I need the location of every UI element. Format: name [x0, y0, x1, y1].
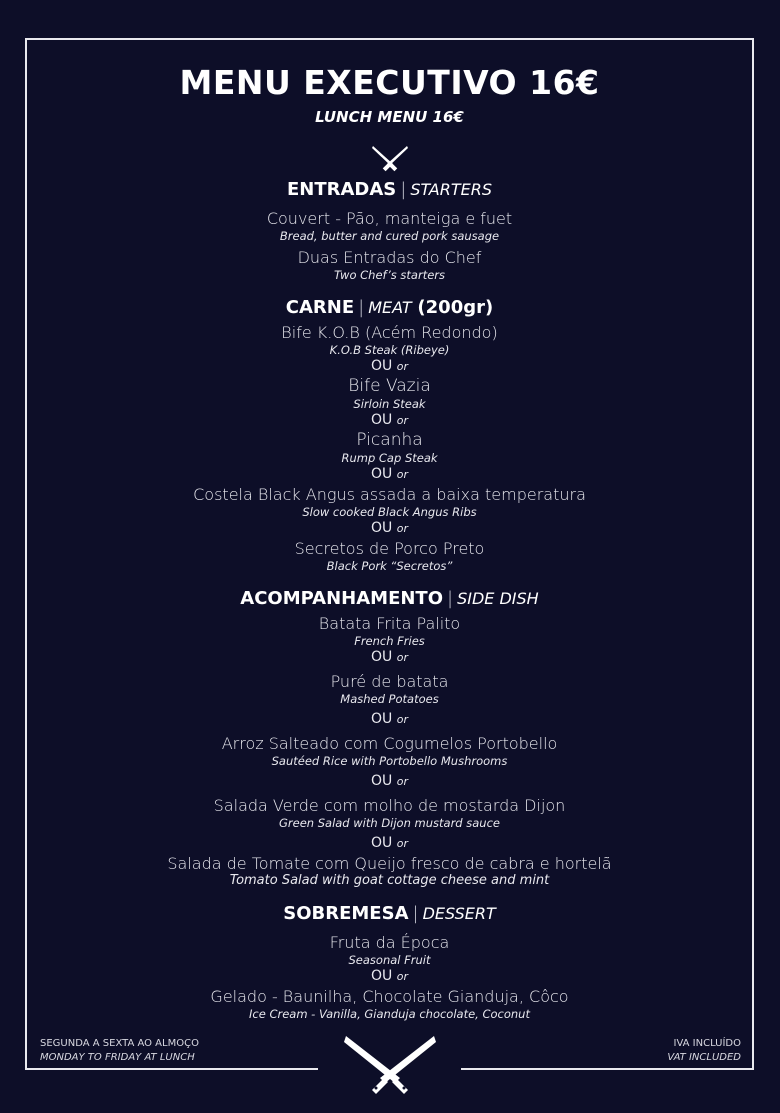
menu-item — [27, 208, 752, 243]
or-separator: OU or — [371, 520, 408, 536]
dish-translation: Rump Cap Steak — [341, 451, 438, 465]
dish-translation: Black Pork “Secretos” — [326, 559, 453, 573]
or-separator: OU or — [371, 466, 408, 482]
menu-subtitle: LUNCH MENU 16€ — [315, 108, 464, 126]
section-title-pt: ENTRADAS — [286, 179, 397, 200]
dish-name: Secretos de Porco Preto — [294, 539, 485, 558]
crossed-knives-icon — [344, 1034, 436, 1096]
or-separator: OU or — [371, 968, 408, 984]
dish-translation: Green Salad with Dijon mustard sauce — [278, 816, 500, 830]
section-separator: | — [400, 179, 407, 200]
dish-name: Bife Vazia — [348, 376, 431, 396]
section-header-entradas — [27, 176, 752, 204]
section-separator: | — [412, 903, 419, 924]
footer-schedule — [40, 1037, 199, 1065]
or-separator: OU or — [371, 835, 408, 851]
menu-item — [27, 376, 752, 411]
frame-bottom-left — [25, 1068, 318, 1070]
dish-name: Costela Black Angus assada a baixa temperatura — [193, 485, 586, 504]
dish-name: Fruta da Época — [329, 933, 450, 952]
menu-item — [27, 247, 752, 282]
menu-content — [27, 60, 752, 1021]
menu-item — [27, 484, 752, 519]
frame-bottom-right — [461, 1068, 754, 1070]
menu-item — [27, 430, 752, 465]
footer-vat-pt: IVA INCLUÍDO — [673, 1038, 741, 1049]
menu-item — [27, 671, 752, 706]
dish-translation: Seasonal Fruit — [348, 953, 431, 967]
menu-item — [27, 795, 752, 830]
footer-vat-en: VAT INCLUDED — [667, 1052, 741, 1063]
section-header-carne — [27, 294, 752, 322]
dish-translation: Ice Cream - Vanilla, Gianduja chocolate, Coconut — [249, 1007, 530, 1021]
section-header-acompanhamento — [27, 585, 752, 613]
section-title-en: STARTERS — [410, 180, 493, 199]
menu-item — [27, 733, 752, 768]
section-title-pt: ACOMPANHAMENTO — [240, 588, 444, 609]
dish-translation: Mashed Potatoes — [340, 692, 439, 706]
dish-name: Salada de Tomate com Queijo fresco de cabra e hortelã — [167, 854, 612, 873]
menu-item — [27, 613, 752, 648]
dish-translation: French Fries — [354, 634, 425, 648]
section-weight: (200gr) — [417, 297, 494, 318]
dish-translation: Slow cooked Black Angus Ribs — [302, 505, 477, 519]
or-separator: OU or — [371, 412, 408, 428]
menu-item — [27, 986, 752, 1021]
section-separator: | — [447, 588, 454, 609]
section-title-pt: CARNE — [285, 297, 355, 318]
dish-name: Duas Entradas do Chef — [297, 248, 482, 267]
dish-name: Couvert - Pão, manteiga e fuet — [266, 209, 513, 228]
section-title-en: SIDE DISH — [457, 589, 539, 608]
crossed-knives-icon — [371, 144, 409, 172]
section-header-sobremesa — [27, 900, 752, 928]
dish-name: Batata Frita Palito — [318, 614, 461, 633]
footer-schedule-pt: SEGUNDA A SEXTA AO ALMOÇO — [40, 1038, 199, 1049]
dish-name: Gelado - Baunilha, Chocolate Gianduja, Côco — [210, 987, 569, 1006]
or-separator: OU or — [371, 773, 408, 789]
dish-name: Arroz Salteado com Cogumelos Portobello — [221, 734, 558, 753]
menu-item — [27, 538, 752, 573]
or-separator: OU or — [371, 649, 408, 665]
dish-translation: Two Chef’s starters — [333, 268, 446, 282]
dish-name: Salada Verde com molho de mostarda Dijon — [213, 796, 566, 815]
menu-item — [27, 932, 752, 967]
section-separator: | — [358, 297, 365, 318]
dish-translation: Sautéed Rice with Portobello Mushrooms — [271, 754, 508, 768]
dish-translation: Sirloin Steak — [353, 397, 426, 411]
dish-name: Picanha — [356, 430, 423, 450]
footer-vat — [667, 1037, 741, 1065]
or-separator: OU or — [371, 358, 408, 374]
menu-title: MENU EXECUTIVO 16€ — [179, 63, 600, 102]
footer-schedule-en: MONDAY TO FRIDAY AT LUNCH — [40, 1052, 195, 1063]
dish-translation: K.O.B Steak (Ribeye) — [329, 343, 450, 357]
section-title-en: MEAT — [368, 298, 412, 317]
dish-translation: Tomato Salad with goat cottage cheese and mint — [229, 873, 550, 888]
dish-name: Puré de batata — [330, 672, 449, 691]
dish-name: Bife K.O.B (Acém Redondo) — [281, 323, 498, 342]
section-title-en: DESSERT — [422, 904, 496, 923]
menu-item — [27, 322, 752, 357]
menu-item — [27, 853, 752, 888]
dish-translation: Bread, butter and cured pork sausage — [279, 229, 500, 243]
section-title-pt: SOBREMESA — [283, 903, 409, 924]
or-separator: OU or — [371, 711, 408, 727]
